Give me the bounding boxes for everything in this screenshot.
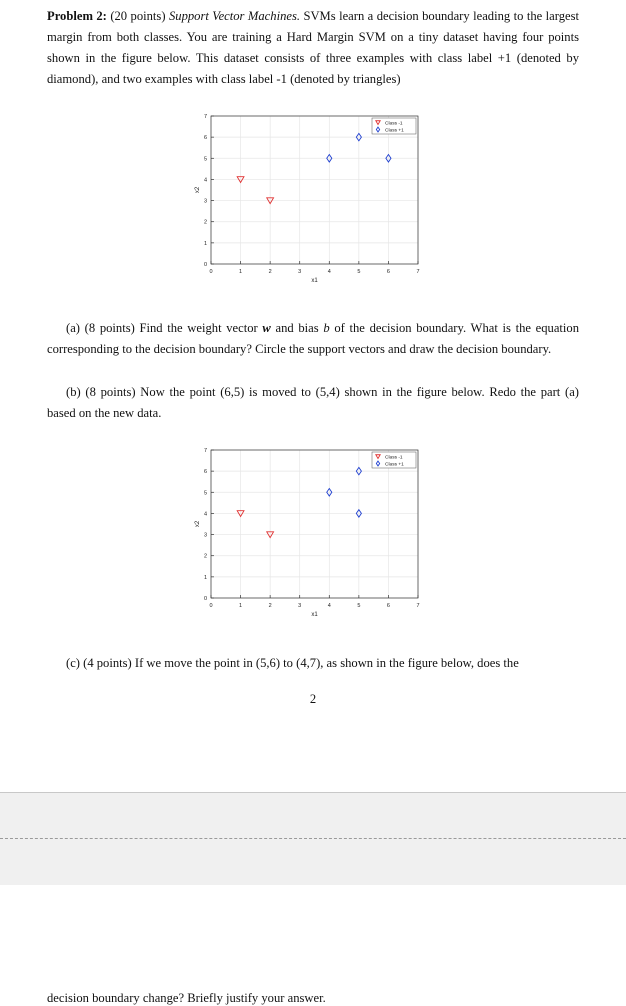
y-tick-label: 1 xyxy=(203,574,207,581)
part-c-text: (c) (4 points) If we move the point in (5,6) to (4,7), as shown in the figure below, does the xyxy=(66,656,519,670)
x-axis-label: x1 xyxy=(311,612,318,618)
x-tick-label: 6 xyxy=(386,603,390,609)
x-tick-label: 3 xyxy=(298,269,302,275)
x-tick-label: 4 xyxy=(327,603,331,609)
x-tick-label: 1 xyxy=(239,269,243,275)
x-tick-label: 0 xyxy=(209,269,213,275)
y-tick-label: 4 xyxy=(203,511,207,518)
x-tick-label: 6 xyxy=(386,269,390,275)
y-tick-label: 3 xyxy=(203,532,207,539)
plot-area xyxy=(211,450,418,598)
problem-title: Problem 2 xyxy=(47,9,103,23)
legend-label: Class -1 xyxy=(385,455,403,461)
y-axis-label: x2 xyxy=(195,186,201,194)
problem-description: SVMs learn a decision boundary leading to the largest margin from both classes. You are training a Hard Margin SVM on a tiny dataset having four points shown in the figure below. This dataset consists of three examples with class label +1 (denoted by diamond), and two examples with class label -1 (denoted by triangles) xyxy=(47,9,579,86)
y-axis-label: x2 xyxy=(195,520,201,528)
part-b-text: (b) (8 points) Now the point (6,5) is moved to (5,4) shown in the figure below. Redo the part (a) based on the new data. xyxy=(47,385,579,420)
problem-topic: Support Vector Machines. xyxy=(168,9,301,23)
x-tick-label: 2 xyxy=(268,269,272,275)
x-tick-label: 3 xyxy=(298,603,302,609)
page-3 xyxy=(0,885,626,1005)
part-a-and-bias: and bias xyxy=(275,321,319,335)
y-tick-label: 6 xyxy=(203,469,207,476)
x-tick-label: 7 xyxy=(416,269,420,275)
page-number: 2 xyxy=(309,692,317,706)
x-tick-label: 0 xyxy=(209,603,213,609)
y-tick-label: 4 xyxy=(203,177,207,184)
y-tick-label: 7 xyxy=(203,114,207,120)
legend-label: Class +1 xyxy=(385,462,404,468)
x-tick-label: 4 xyxy=(327,269,331,275)
bias-symbol: b xyxy=(323,321,330,335)
y-tick-label: 1 xyxy=(203,240,207,247)
part-a xyxy=(47,318,579,360)
x-tick-label: 5 xyxy=(357,603,361,609)
y-tick-label: 5 xyxy=(203,156,207,163)
page-break-line xyxy=(0,838,626,839)
problem-2-intro: Problem 2: (20 points) Support Vector Machines. SVMs learn a decision boundary leading to the largest margin from both classes. You are training a Hard Margin SVM on a tiny dataset having four points shown in the figure below. This dataset consists of three examples with class label +1 (denoted by diamond), and two examples with class label -1 (denoted by triangles) xyxy=(47,9,579,86)
plot-area xyxy=(211,116,418,264)
legend-label: Class +1 xyxy=(385,128,404,134)
y-tick-label: 0 xyxy=(203,262,207,268)
part-a-label: (a) (8 points) Find the weight vector xyxy=(66,321,258,335)
scatter-figure-1 xyxy=(190,110,430,290)
y-tick-label: 0 xyxy=(203,596,207,602)
weight-vector-symbol: w xyxy=(262,321,271,335)
part-a-rest: of the decision boundary. What is the equation corresponding to the decision boundary? Circle the support vectors and draw the decision boundary. xyxy=(47,321,580,356)
part-b xyxy=(47,382,579,424)
y-tick-label: 5 xyxy=(203,490,207,497)
x-tick-label: 1 xyxy=(239,603,243,609)
legend-label: Class -1 xyxy=(385,121,403,127)
x-axis-label: x1 xyxy=(311,278,318,284)
y-tick-label: 7 xyxy=(203,448,207,454)
x-tick-label: 7 xyxy=(416,603,420,609)
y-tick-label: 6 xyxy=(203,135,207,142)
y-tick-label: 2 xyxy=(203,553,207,560)
x-tick-label: 2 xyxy=(268,603,272,609)
y-tick-label: 3 xyxy=(203,198,207,205)
page-gap xyxy=(0,792,626,886)
scatter-figure-2 xyxy=(190,444,430,624)
x-tick-label: 5 xyxy=(357,269,361,275)
part-c xyxy=(47,653,579,674)
part-c-continuation: decision boundary change? Briefly justify your answer. xyxy=(47,991,326,1005)
y-tick-label: 2 xyxy=(203,219,207,226)
problem-points: (20 points) xyxy=(110,9,166,23)
